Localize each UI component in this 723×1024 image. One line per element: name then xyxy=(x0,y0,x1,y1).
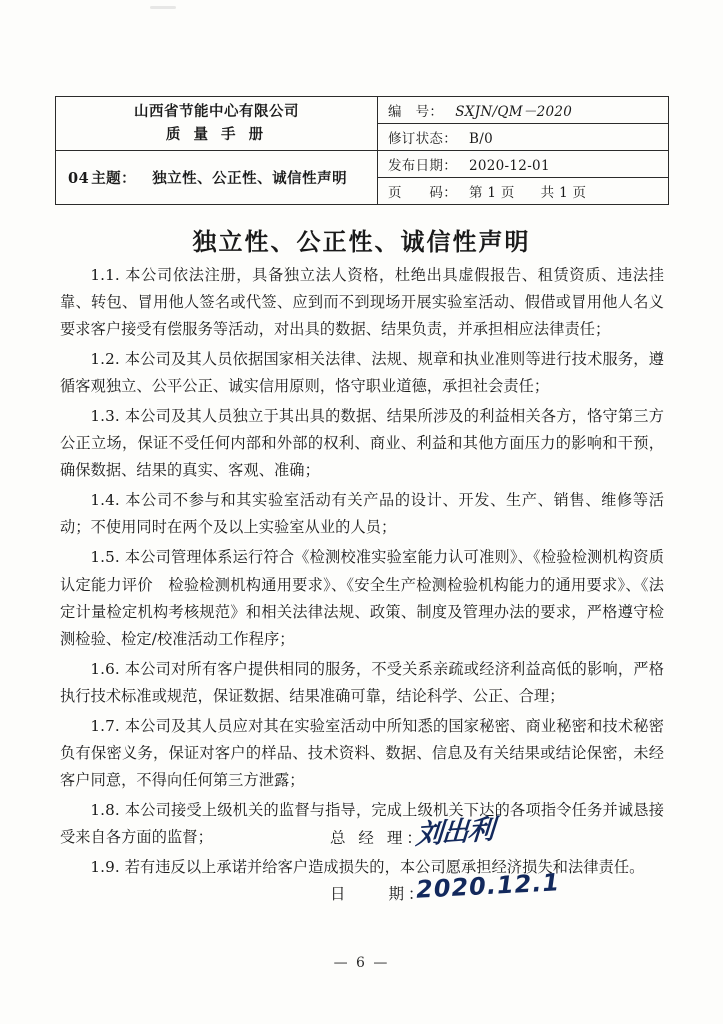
body-paragraph: 1.6. 本公司对所有客户提供相同的服务，不受关系亲疏或经济利益高低的影响，严格执行技术标准或规范，保证数据、结果准确可靠，结论科学、公正、合理； xyxy=(60,659,664,705)
subject-topic: 独立性、公正性、诚信性声明 xyxy=(152,170,348,187)
subject-number: 04 xyxy=(68,170,90,187)
page-current: 第 1 页 xyxy=(469,185,515,201)
date-label: 日 期： xyxy=(330,885,428,903)
subject-cell xyxy=(56,151,378,205)
body-paragraph: 1.8. 本公司接受上级机关的监督与指导，完成上级机关下达的各项指令任务并诚恳接受来自各方面的监督； xyxy=(60,800,664,846)
document-header-table xyxy=(55,96,669,205)
doc-number-cell xyxy=(378,97,669,124)
signature-manager-row xyxy=(330,814,670,876)
page-count-row xyxy=(378,178,668,204)
body-paragraph: 1.2. 本公司及其人员依据国家相关法律、法规、规章和执业准则等进行技术服务，遵循客观独立、公平公正、诚实信用原则，恪守职业道德，承担社会责任； xyxy=(60,350,664,396)
issue-date-cell xyxy=(378,151,669,178)
revision-state-cell xyxy=(378,124,669,151)
company-title-cell xyxy=(56,97,378,151)
page-title: 独立性、公正性、诚信性声明 xyxy=(192,227,531,256)
manager-signature: 刘出利 xyxy=(414,814,495,851)
body-paragraph: 1.3. 本公司及其人员独立于其出具的数据、结果所涉及的利益相关各方，恪守第三方公正立场，保证不受任何内部和外部的权利、商业、利益和其他方面压力的影响和干预，确保数据、结果的真实、客观、准确； xyxy=(60,407,664,480)
date-handwritten: 2020.12.1 xyxy=(415,868,561,904)
header-row-1 xyxy=(56,97,669,124)
document-body xyxy=(60,262,664,884)
body-paragraph: 1.5. 本公司管理体系运行符合《检测校准实验室能力认可准则》、《检验检测机构资质认定能力评价 检验检测机构通用要求》、《安全生产检测检验机构能力的通用要求》、《法定计量检定机构考核规范》和相关法律法规、政策、制度及管理办法的要求，严格遵守检测检验、检定/校准活动工作程序； xyxy=(60,548,664,648)
body-paragraph: 1.4. 本公司不参与和其实验室活动有关产品的设计、开发、生产、销售、维修等活动；不使用同时在两个及以上实验室从业的人员； xyxy=(60,491,664,537)
body-paragraph: 1.1. 本公司依法注册，具备独立法人资格，杜绝出具虚假报告、租赁资质、违法挂靠、转包、冒用他人签名或代签、应到而不到现场开展实验室活动、假借或冒用他人名义要求客户接受有偿服务等活动，对出具的数据、结果负责，并承担相应法律责任； xyxy=(60,266,664,339)
doc-number-label: 编 号： xyxy=(388,104,444,120)
page-count-cell xyxy=(378,178,669,205)
issue-date-value: 2020-12-01 xyxy=(469,158,550,174)
page-total: 共 1 页 xyxy=(540,185,587,201)
manager-label: 总 经 理： xyxy=(330,829,426,847)
subject-line xyxy=(56,164,377,191)
company-title xyxy=(56,98,377,149)
signature-date-row xyxy=(330,868,670,932)
body-paragraph: 1.9. 若有违反以上承诺并给客户造成损失的，本公司愿承担经济损失和法律责任。 xyxy=(90,857,645,876)
header-row-3 xyxy=(56,151,669,178)
body-paragraph: 1.7. 本公司及其人员应对其在实验室活动中所知悉的国家秘密、商业秘密和技术秘密负有保密义务，保证对客户的样品、技术资料、数据、信息及有关结果或结论保密，未经客户同意，不得向任何第三方泄露； xyxy=(60,716,664,789)
doc-number-value: SXJN/QM－2020 xyxy=(455,104,573,120)
issue-date-row xyxy=(378,151,668,177)
revision-state-label: 修订状态： xyxy=(388,131,457,147)
manual-name-line: 质 量 手 册 xyxy=(165,125,268,143)
scan-artifact xyxy=(150,6,176,9)
revision-state-value: B/0 xyxy=(469,131,493,147)
signature-block xyxy=(330,814,670,932)
doc-number-row xyxy=(378,97,668,123)
subject-label: 主题： xyxy=(91,170,137,187)
company-name-line: 山西省节能中心有限公司 xyxy=(134,103,299,121)
issue-date-label: 发布日期： xyxy=(388,158,457,174)
revision-state-row xyxy=(378,124,668,150)
page-count-label: 页 码： xyxy=(388,185,457,201)
page-footer: — 6 — xyxy=(333,955,390,971)
